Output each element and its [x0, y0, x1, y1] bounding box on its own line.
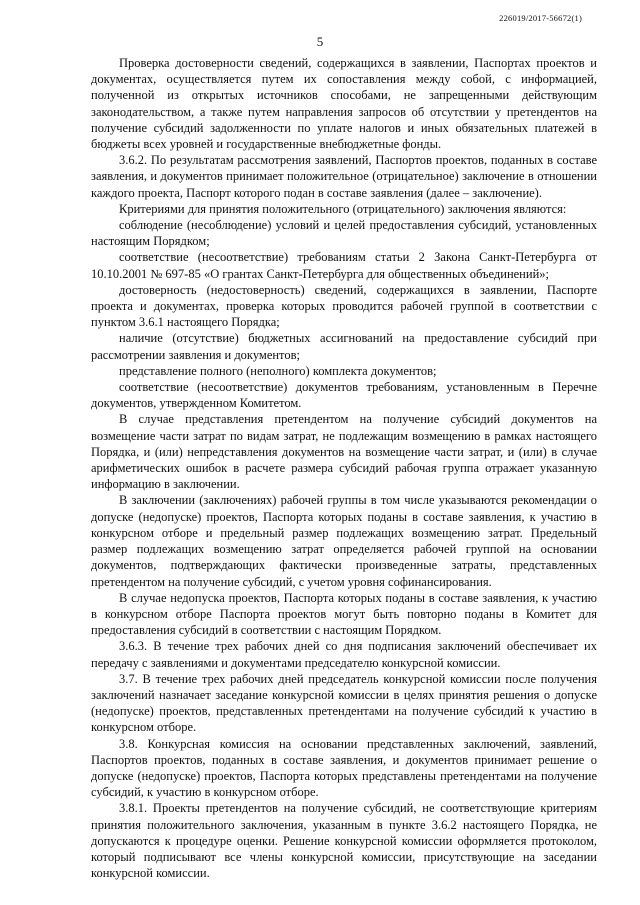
document-body: [91, 55, 597, 881]
criterion-law-compliance: соответствие (несоответствие) требованиям статьи 2 Закона Санкт-Петербурга от 10.10.2001 № 697-85 «О грантах Санкт-Петербурга для общественных объединений»;: [91, 250, 597, 281]
paragraph-cost-documents: В случае представления претендентом на получение субсидий документов на возмещение части затрат по видам затрат, не подлежащим возмещению в рамках настоящего Порядка, и (или) непредставления документов на возмещение части затрат, и (или) в случае арифметических ошибок в расчете размера субсидий рабочая группа отражает указанную информацию в заключении.: [91, 412, 597, 492]
criterion-conditions: соблюдение (несоблюдение) условий и целей предоставления субсидий, установленных настоящим Порядком;: [91, 218, 597, 249]
criterion-budget: наличие (отсутствие) бюджетных ассигнований на предоставление субсидий при рассмотрении заявления и документов;: [91, 331, 597, 362]
paragraph-3-8: 3.8. Конкурсная комиссия на основании представленных заключений, заявлений, Паспортов проектов, поданных в составе заявления, и документов принимает решение о допуске (недопуске) проектов, Паспорта которых представлены претендентами на получение субсидий, к участию в конкурсном отборе.: [91, 736, 597, 800]
document-registration-number: 226019/2017-56672(1): [499, 13, 582, 23]
page-number: 5: [316, 34, 324, 49]
criterion-data-reliability: достоверность (недостоверность) сведений, содержащихся в заявлении, Паспорте проекта и документах, проверка которых проводится рабочей группой в соответствии с пунктом 3.6.1 настоящего Порядка;: [91, 282, 597, 330]
paragraph-criteria-intro: Критериями для принятия положительного (отрицательного) заключения являются:: [119, 201, 567, 216]
paragraph-resubmission: В случае недопуска проектов, Паспорта которых поданы в составе заявления, к участию в конкурсном отборе Паспорта проектов могут быть повторно поданы в Комитет для предоставления субсидий в соответствии с настоящим Порядком.: [91, 590, 597, 638]
paragraph-recommendations: В заключении (заключениях) рабочей группы в том числе указываются рекомендации о допуске (недопуске) проектов, Паспорта которых поданы в составе заявления, к участию в конкурсном отборе и предельный размер подлежащих возмещению затрат. Предельный размер подлежащих возмещению затрат определяется рабочей группой на основании документов, подтверждающих фактически произведенные затраты, представленных претендентом на получение субсидий, с учетом уровня софинансирования.: [91, 493, 597, 589]
paragraph-3-6-2: 3.6.2. По результатам рассмотрения заявлений, Паспортов проектов, поданных в составе заявления, и документов принимает положительное (отрицательное) заключение в отношении каждого проекта, Паспорт которого подан в составе заявления (далее – заключение).: [91, 153, 597, 200]
paragraph-verification: Проверка достоверности сведений, содержащихся в заявлении, Паспортах проектов и документах, осуществляется путем их сопоставления между собой, с информацией, полученной из открытых источников способами, не запрещенными действующим законодательством, а также путем направления запросов об отсутствии у претендентов на получение субсидий задолженности по уплате налогов и иных обязательных платежей в бюджеты всех уровней и государственные внебюджетные фонды.: [91, 56, 597, 152]
paragraph-3-8-1: 3.8.1. Проекты претендентов на получение субсидий, не соответствующие критериям принятия положительного заключения, указанным в пункте 3.6.2 настоящего Порядка, не допускаются к процедуре оценки. Решение конкурсной комиссии оформляется протоколом, который подписывают все члены конкурсной комиссии, присутствующие на заседании конкурсной комиссии.: [91, 801, 597, 881]
criterion-completeness: представление полного (неполного) комплекта документов;: [119, 363, 437, 378]
paragraph-3-6-3: 3.6.3. В течение трех рабочих дней со дня подписания заключений обеспечивает их передачу с заявлениями и документами председателю конкурсной комиссии.: [91, 639, 597, 670]
criterion-documents-compliance: соответствие (несоответствие) документов требованиям, установленным в Перечне документов, утвержденном Комитетом.: [91, 380, 597, 411]
paragraph-3-7: 3.7. В течение трех рабочих дней председатель конкурсной комиссии после получения заключений назначает заседание конкурсной комиссии в целях принятия решения о допуске (недопуске) проектов, представленных претендентами на получение субсидий к участию в конкурсном отборе.: [91, 671, 597, 735]
